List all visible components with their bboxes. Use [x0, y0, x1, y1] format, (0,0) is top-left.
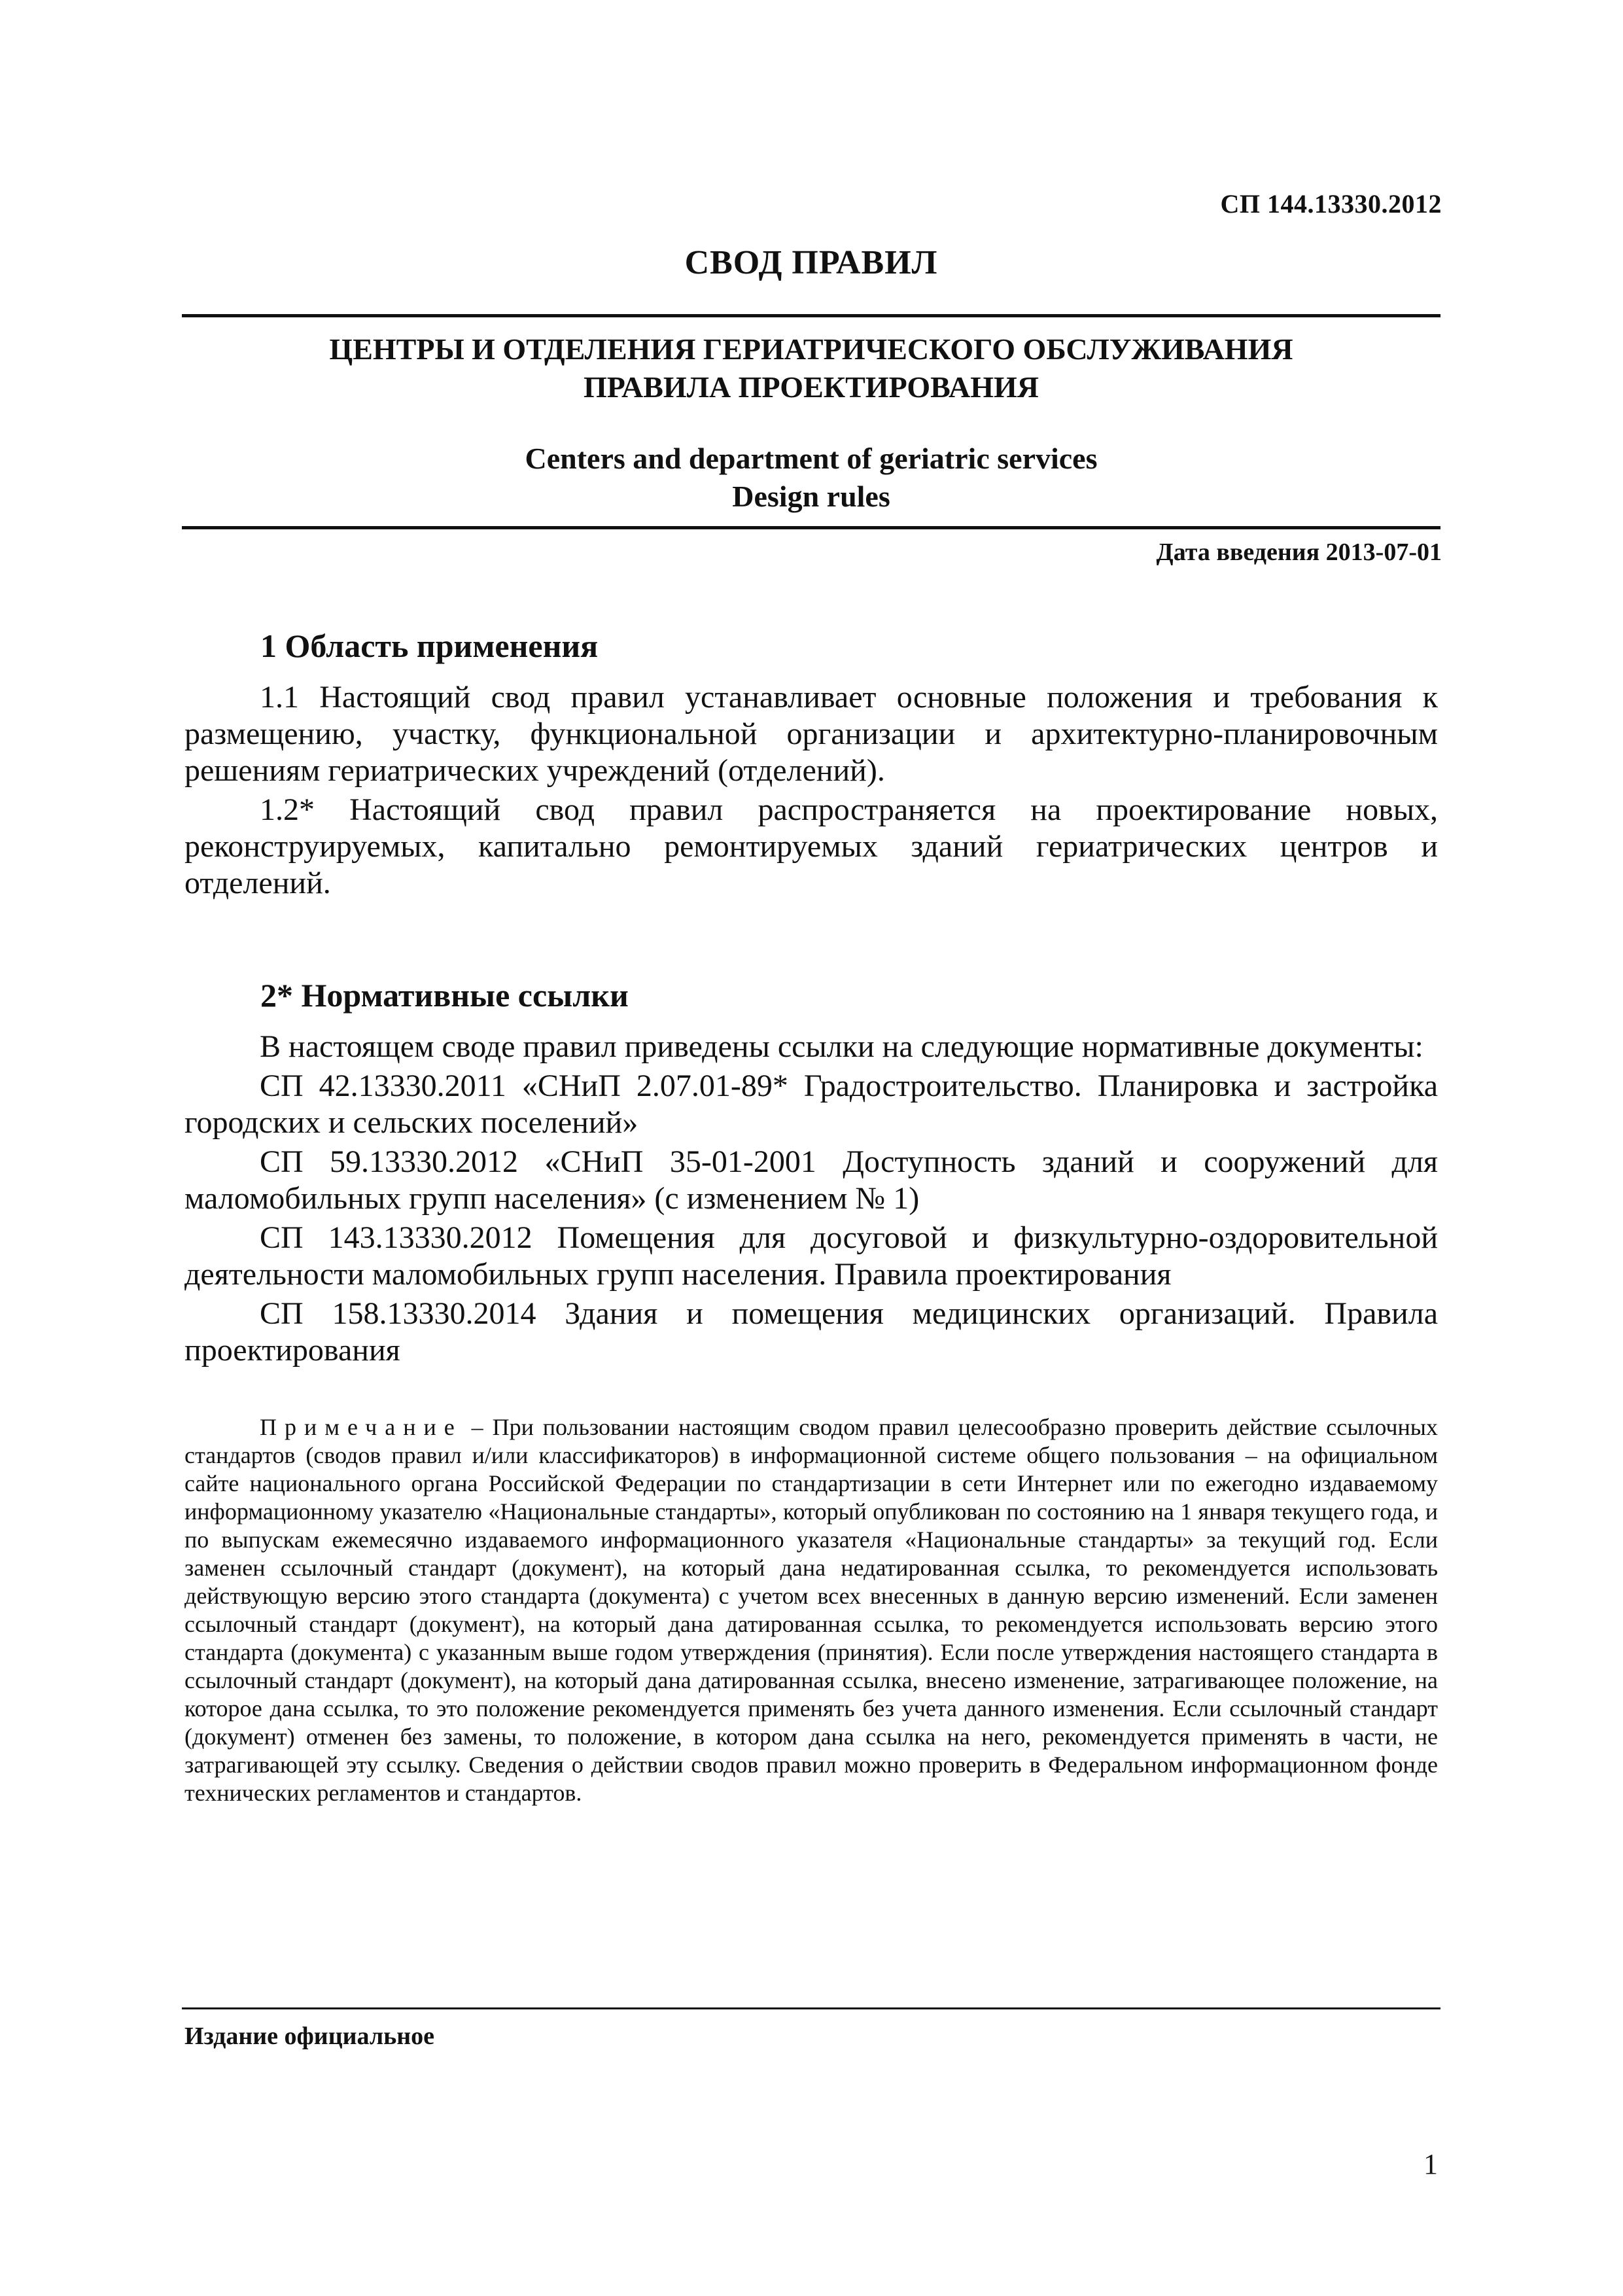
- document-code: СП 144.13330.2012: [1220, 189, 1442, 219]
- references-intro: В настоящем своде правил приведены ссылки на следующие нормативные документы:: [260, 1029, 1423, 1064]
- references-note: [184, 1413, 1438, 1807]
- reference-sp-59: СП 59.13330.2012 «СНиП 35-01-2001 Доступность зданий и сооружений для маломобильных групп населения» (с изменением № 1): [184, 1144, 1438, 1216]
- title-top-rule: [182, 314, 1440, 317]
- note-paragraph: [184, 1413, 1438, 1807]
- title-bottom-rule: [182, 526, 1440, 529]
- reference-sp-158: СП 158.13330.2014 Здания и помещения медицинских организаций. Правила проектирования: [184, 1296, 1438, 1368]
- section-1-heading: 1 Область применения: [260, 627, 599, 664]
- paragraph-1-2: 1.2* Настоящий свод правил распространяется на проектирование новых, реконструируемых, капитально ремонтируемых зданий гериатрических центров и отделений.: [184, 792, 1438, 900]
- paragraph-1-1: 1.1 Настоящий свод правил устанавливает основные положения и требования к размещению, участку, функциональной организации и архитектурно-планировочным решениям гериатрических учреждений (отделений).: [184, 680, 1438, 788]
- russian-title: [182, 330, 1440, 406]
- reference-sp-42: СП 42.13330.2011 «СНиП 2.07.01-89* Градостроительство. Планировка и застройка городских и сельских поселений»: [184, 1069, 1438, 1140]
- note-label: Примечание: [260, 1414, 462, 1440]
- official-edition-label: Издание официальное: [184, 2022, 435, 2050]
- section-2-body: [184, 1029, 1438, 1369]
- section-1-body: [184, 679, 1438, 902]
- russian-title-line-2: ПРАВИЛА ПРОЕКТИРОВАНИЯ: [584, 370, 1039, 404]
- english-title-line-2: Design rules: [732, 480, 890, 513]
- reference-sp-143: СП 143.13330.2012 Помещения для досуговой и физкультурно-оздоровительной деятельности маломобильных групп населения. Правила проектирования: [184, 1220, 1438, 1292]
- russian-title-line-1: ЦЕНТРЫ И ОТДЕЛЕНИЯ ГЕРИАТРИЧЕСКОГО ОБСЛУЖИВАНИЯ: [329, 332, 1293, 366]
- note-text: – При пользовании настоящим сводом правил целесообразно проверить действие ссылочных стандартов (сводов правил и/или классификаторов) в информационной системе общего пользования – на официальном сайте национального органа Российской Федерации по стандартизации в сети Интернет или по ежегодно издаваемому информационному указателю «Национальные стандарты», который опубликован по состоянию на 1 января текущего года, и по выпускам ежемесячно издаваемого информационного указателя «Национальные стандарты» за текущий год. Если заменен ссылочный стандарт (документ), на который дана недатированная ссылка, то рекомендуется использовать действующую версию этого стандарта (документа) с учетом всех внесенных в данную версию изменений. Если заменен ссылочный стандарт (документ), на который дана датированная ссылка, то рекомендуется использовать версию этого стандарта (документа) с указанным выше годом утверждения (принятия). Если после утверждения настоящего стандарта в ссылочный стандарт (документ), на который дана датированная ссылка, внесено изменение, затрагивающее положение, на которое дана ссылка, то это положение рекомендуется применять без учета данного изменения. Если ссылочный стандарт (документ) отменен без замены, то положение, в котором дана ссылка на него, рекомендуется применять в части, не затрагивающей эту ссылку. Сведения о действии сводов правил можно проверить в Федеральном информационном фонде технических регламентов и стандартов.: [184, 1414, 1438, 1806]
- page-number: 1: [1423, 2148, 1438, 2180]
- footer-rule: [182, 2007, 1440, 2009]
- introduction-date: Дата введения 2013-07-01: [1156, 539, 1442, 566]
- english-title-line-1: Centers and department of geriatric services: [525, 442, 1098, 475]
- set-of-rules-title: СВОД ПРАВИЛ: [684, 244, 938, 281]
- section-2-heading: 2* Нормативные ссылки: [260, 977, 629, 1014]
- english-title: [182, 440, 1440, 516]
